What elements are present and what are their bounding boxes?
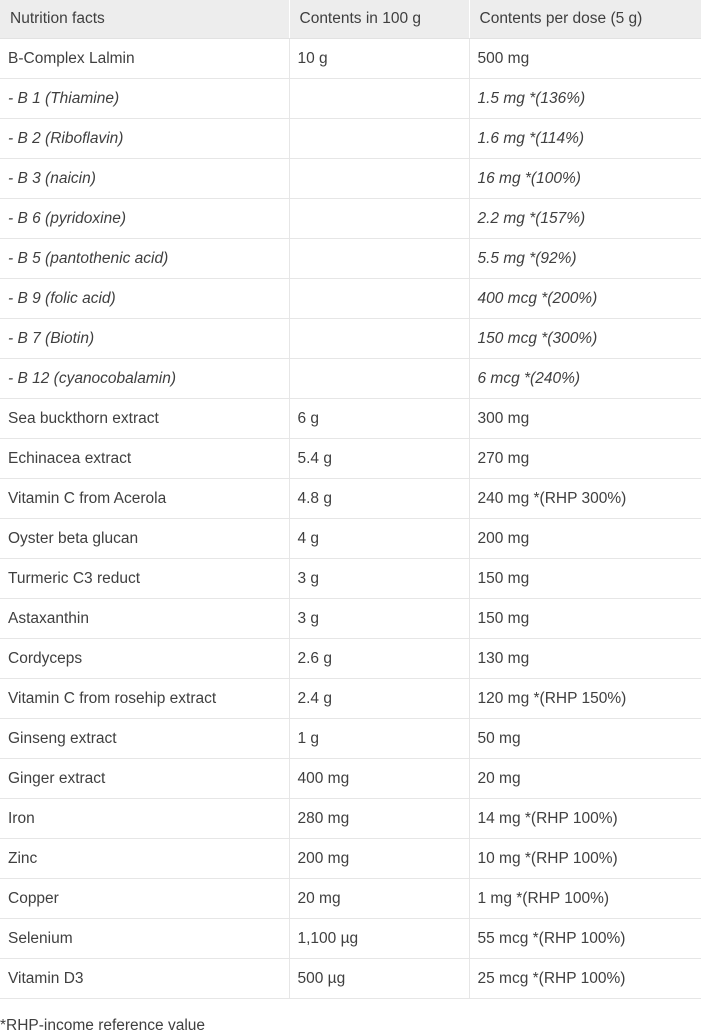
cell-contents-per-dose: 240 mg *(RHP 300%) [469,479,701,519]
cell-contents-100g: 500 µg [289,959,469,999]
table-row [0,679,701,719]
cell-contents-100g: 1 g [289,719,469,759]
table-row [0,319,701,359]
cell-nutrient-name: - B 2 (Riboflavin) [0,119,289,159]
column-header-contents-100g: Contents in 100 g [289,0,469,39]
cell-contents-100g [289,319,469,359]
cell-nutrient-name: - B 3 (naicin) [0,159,289,199]
table-row [0,199,701,239]
table-row [0,479,701,519]
table-row [0,599,701,639]
table-row [0,359,701,399]
cell-contents-per-dose: 25 mcg *(RHP 100%) [469,959,701,999]
cell-nutrient-name: Ginger extract [0,759,289,799]
cell-contents-100g: 2.6 g [289,639,469,679]
table-row [0,399,701,439]
cell-nutrient-name: Selenium [0,919,289,959]
cell-contents-per-dose: 55 mcg *(RHP 100%) [469,919,701,959]
cell-contents-per-dose: 14 mg *(RHP 100%) [469,799,701,839]
table-row [0,799,701,839]
column-header-nutrition-facts: Nutrition facts [0,0,289,39]
cell-contents-per-dose: 120 mg *(RHP 150%) [469,679,701,719]
cell-contents-per-dose: 150 mg [469,599,701,639]
table-row [0,239,701,279]
cell-contents-100g: 3 g [289,599,469,639]
table-row [0,439,701,479]
cell-contents-per-dose: 150 mg [469,559,701,599]
cell-contents-per-dose: 130 mg [469,639,701,679]
cell-contents-per-dose: 2.2 mg *(157%) [469,199,701,239]
cell-contents-per-dose: 6 mcg *(240%) [469,359,701,399]
cell-contents-per-dose: 16 mg *(100%) [469,159,701,199]
cell-contents-100g: 20 mg [289,879,469,919]
cell-nutrient-name: - B 1 (Thiamine) [0,79,289,119]
cell-contents-per-dose: 20 mg [469,759,701,799]
cell-contents-100g: 2.4 g [289,679,469,719]
cell-nutrient-name: - B 6 (pyridoxine) [0,199,289,239]
table-row [0,839,701,879]
table-row [0,79,701,119]
cell-nutrient-name: Sea buckthorn extract [0,399,289,439]
cell-contents-100g [289,359,469,399]
cell-nutrient-name: Astaxanthin [0,599,289,639]
cell-nutrient-name: Vitamin C from rosehip extract [0,679,289,719]
cell-contents-per-dose: 5.5 mg *(92%) [469,239,701,279]
cell-contents-100g [289,279,469,319]
cell-nutrient-name: Iron [0,799,289,839]
cell-contents-100g [289,79,469,119]
table-row [0,719,701,759]
cell-nutrient-name: - B 12 (cyanocobalamin) [0,359,289,399]
cell-contents-100g: 3 g [289,559,469,599]
footnote: *RHP-income reference value [0,1017,206,1034]
cell-contents-100g: 200 mg [289,839,469,879]
cell-nutrient-name: - B 9 (folic acid) [0,279,289,319]
cell-nutrient-name: Vitamin D3 [0,959,289,999]
table-row [0,759,701,799]
cell-contents-per-dose: 270 mg [469,439,701,479]
cell-nutrient-name: - B 7 (Biotin) [0,319,289,359]
cell-contents-100g [289,199,469,239]
cell-contents-100g: 5.4 g [289,439,469,479]
cell-nutrient-name: Copper [0,879,289,919]
cell-contents-100g: 1,100 µg [289,919,469,959]
cell-contents-100g [289,159,469,199]
cell-contents-per-dose: 150 mcg *(300%) [469,319,701,359]
cell-nutrient-name: Zinc [0,839,289,879]
table-row [0,559,701,599]
cell-nutrient-name: Turmeric C3 reduct [0,559,289,599]
table-row [0,119,701,159]
cell-contents-per-dose: 400 mcg *(200%) [469,279,701,319]
cell-nutrient-name: B-Complex Lalmin [0,39,289,79]
table-row [0,159,701,199]
cell-contents-per-dose: 50 mg [469,719,701,759]
cell-nutrient-name: Oyster beta glucan [0,519,289,559]
cell-contents-100g: 10 g [289,39,469,79]
cell-contents-100g [289,239,469,279]
table-header-row [0,0,701,39]
cell-contents-100g [289,119,469,159]
table-row [0,959,701,999]
cell-contents-per-dose: 200 mg [469,519,701,559]
table-row [0,39,701,79]
cell-nutrient-name: Echinacea extract [0,439,289,479]
table-row [0,519,701,559]
table-row [0,639,701,679]
cell-contents-per-dose: 300 mg [469,399,701,439]
cell-contents-100g: 4 g [289,519,469,559]
table-body [0,39,701,999]
cell-contents-100g: 400 mg [289,759,469,799]
cell-nutrient-name: Ginseng extract [0,719,289,759]
table-header [0,0,701,39]
cell-contents-100g: 4.8 g [289,479,469,519]
cell-nutrient-name: - B 5 (pantothenic acid) [0,239,289,279]
cell-contents-per-dose: 500 mg [469,39,701,79]
cell-contents-100g: 280 mg [289,799,469,839]
cell-contents-per-dose: 1.5 mg *(136%) [469,79,701,119]
table-row [0,919,701,959]
cell-contents-per-dose: 10 mg *(RHP 100%) [469,839,701,879]
cell-contents-per-dose: 1.6 mg *(114%) [469,119,701,159]
cell-nutrient-name: Cordyceps [0,639,289,679]
cell-contents-100g: 6 g [289,399,469,439]
cell-nutrient-name: Vitamin C from Acerola [0,479,289,519]
table-row [0,879,701,919]
table-row [0,279,701,319]
cell-contents-per-dose: 1 mg *(RHP 100%) [469,879,701,919]
column-header-contents-per-dose: Contents per dose (5 g) [469,0,701,39]
